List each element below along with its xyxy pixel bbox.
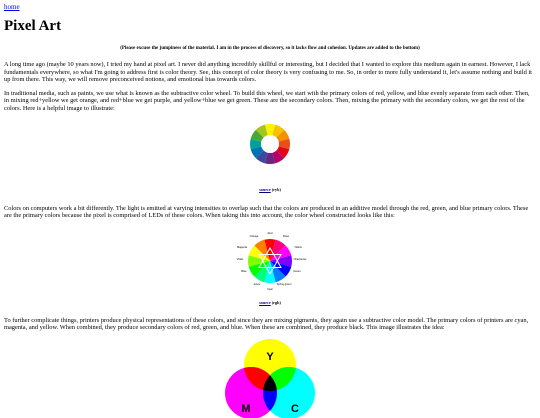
additive-paragraph: Colors on computers work a bit differently. The light is emitted at varying intensities to overlap such that the colors are produced in an additive model through the red, green, and blue primary colors. These are the primary colors because the pixel is comprised of LEDs of these colors. When taking this into account, the color wheel constructed looks like this: <box>4 204 529 220</box>
ryb-color-wheel-image <box>245 119 295 169</box>
rgb-label-chartreuse: Chartreuse <box>293 257 307 261</box>
rgb-source-suffix: (rgb) <box>271 299 281 305</box>
cmy-venn-image <box>205 338 335 418</box>
rgb-label-red: Red <box>267 231 273 235</box>
ryb-source-link[interactable]: source <box>259 186 271 192</box>
rgb-label-spring-green: Spring green <box>276 282 292 286</box>
cmy-label-yellow: Y <box>266 350 274 363</box>
cmy-venn-figure <box>4 338 536 418</box>
ryb-source-caption <box>259 187 281 192</box>
rgb-label-cyan: Cyan <box>266 287 274 291</box>
rgb-label-blue: Blue <box>241 269 247 273</box>
printer-paragraph: To further complicate things, printers produce physical representations of these colors, and since they are mixing pigments, they again use a subtractive color model. The primary colors of printers are cyan, magenta, and yellow. When combined, they produce secondary colors of red, green, and blue. When these are combined, they produce black. This image illustrates the idea: <box>4 316 529 332</box>
ryb-source-suffix: (ryb) <box>271 186 281 192</box>
rgb-label-green: Green <box>293 269 301 273</box>
cmy-label-cyan: C <box>291 402 299 415</box>
rgb-color-wheel-figure <box>4 226 536 305</box>
ryb-color-wheel-figure <box>4 119 536 192</box>
rgb-label-violet: Violet <box>236 257 244 261</box>
rgb-label-magenta: Magenta <box>236 245 248 249</box>
rgb-label-yellow: Yellow <box>294 245 302 249</box>
rgb-color-wheel-image <box>226 226 314 296</box>
rgb-source-caption <box>259 300 281 305</box>
rgb-label-azure: Azure <box>253 282 261 286</box>
home-link[interactable]: home <box>4 3 20 11</box>
rgb-source-link[interactable]: source <box>259 299 271 305</box>
rgb-label-orange: Orange <box>249 234 259 238</box>
update-note: (Please excuse the jumpiness of the material. I am in the process of discovery, so it lacks flow and cohesion. Updates are added to the bottom) <box>120 46 420 51</box>
rgb-label-rose: Rose <box>282 234 290 238</box>
page-title: Pixel Art <box>4 18 62 34</box>
intro-paragraph: A long time ago (maybe 10 years now), I tried my hand at pixel art. I never did anything incredibly skillful or interesting, but I decided that I wanted to explore this medium again in earnest. However, I lack fundamentals everywhere, so what I'm going to address first is color theory. See, this concept of color theory is very confusing to me. So, in order to more fully understand it, let's assume nothing and build it up from there. This way, we will remove preconceived notions, and emotional bias towards colors. <box>4 61 532 84</box>
cmy-label-magenta: M <box>241 402 251 415</box>
subtractive-paragraph: In traditional media, such as paints, we use what is known as the subtractive color wheel. To build this wheel, we start with the primary colors of red, yellow, and blue evenly separate from each other. Then, in mixing red+yellow we get orange, and red+blue we get purple, and yellow+blue we get green. These are the secondary colors. Then, mixing the primary with the secondary colors, we get the rest of the colors. Here is a helpful image to illustrate: <box>4 89 530 112</box>
